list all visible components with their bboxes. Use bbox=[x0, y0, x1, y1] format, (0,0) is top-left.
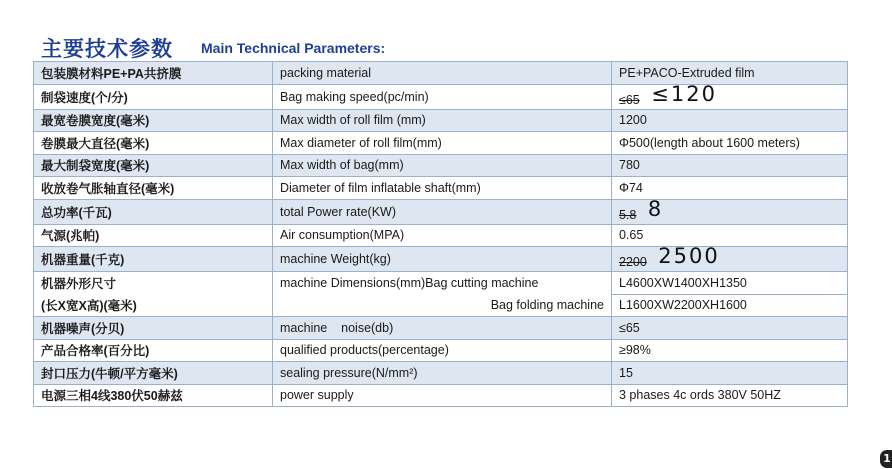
table-row bbox=[34, 272, 848, 295]
table-row bbox=[34, 384, 848, 407]
param-name-en: Max diameter of roll film(mm) bbox=[273, 132, 612, 155]
param-name-zh: 机器外形尺寸 bbox=[34, 272, 273, 295]
param-value: L4600XW1400XH1350 bbox=[612, 272, 848, 295]
param-name-en: Bag making speed(pc/min) bbox=[273, 84, 612, 109]
param-value: PE+PACO-Extruded film bbox=[612, 62, 848, 85]
page-number-badge: 1 bbox=[880, 450, 892, 468]
spec-table bbox=[33, 61, 848, 407]
table-row bbox=[34, 177, 848, 200]
param-name-zh: 机器噪声(分贝) bbox=[34, 317, 273, 340]
param-name-en: machine Dimensions(mm)Bag cutting machine bbox=[273, 272, 612, 295]
param-value-struck: ≤65 bbox=[619, 92, 640, 107]
param-name-zh: 气源(兆帕) bbox=[34, 224, 273, 247]
handwritten-value: ≤120 bbox=[651, 84, 717, 106]
param-name-en: total Power rate(KW) bbox=[273, 199, 612, 224]
param-value-cell bbox=[612, 84, 848, 109]
param-value-cell bbox=[612, 247, 848, 272]
param-name-en: Bag folding machine bbox=[273, 294, 612, 317]
param-value: 0.65 bbox=[612, 224, 848, 247]
param-value: 3 phases 4c ords 380V 50HZ bbox=[612, 384, 848, 407]
param-value-struck: 5.8 bbox=[619, 207, 637, 222]
param-value: 780 bbox=[612, 154, 848, 177]
param-value: L1600XW2200XH1600 bbox=[612, 294, 848, 317]
param-name-en: packing material bbox=[273, 62, 612, 85]
table-row bbox=[34, 339, 848, 362]
param-name-zh: 总功率(千瓦) bbox=[34, 199, 273, 224]
param-name-en: Max width of bag(mm) bbox=[273, 154, 612, 177]
param-value: ≥98% bbox=[612, 339, 848, 362]
param-name-zh: 制袋速度(个/分) bbox=[34, 84, 273, 109]
param-value-cell bbox=[612, 199, 848, 224]
param-value: Φ500(length about 1600 meters) bbox=[612, 132, 848, 155]
param-name-en: Diameter of film inflatable shaft(mm) bbox=[273, 177, 612, 200]
param-name-en: Max width of roll film (mm) bbox=[273, 109, 612, 132]
param-value: Φ74 bbox=[612, 177, 848, 200]
param-name-en: Air consumption(MPA) bbox=[273, 224, 612, 247]
table-row bbox=[34, 294, 848, 317]
param-name-en: qualified products(percentage) bbox=[273, 339, 612, 362]
param-name-zh: 产品合格率(百分比) bbox=[34, 339, 273, 362]
table-row bbox=[34, 317, 848, 340]
param-value: ≤65 bbox=[612, 317, 848, 340]
param-name-zh: (长X宽X高)(毫米) bbox=[34, 294, 273, 317]
table-row bbox=[34, 154, 848, 177]
param-name-zh: 最大制袋宽度(毫米) bbox=[34, 154, 273, 177]
param-name-zh: 最宽卷膜宽度(毫米) bbox=[34, 109, 273, 132]
handwritten-value: 8 bbox=[647, 199, 664, 221]
param-name-en: power supply bbox=[273, 384, 612, 407]
param-name-en: machine noise(db) bbox=[273, 317, 612, 340]
param-name-zh: 包装膜材料PE+PA共挤膜 bbox=[34, 62, 273, 85]
table-row bbox=[34, 132, 848, 155]
param-name-zh: 收放卷气胀轴直径(毫米) bbox=[34, 177, 273, 200]
page-title-en: Main Technical Parameters: bbox=[201, 40, 386, 56]
page-title-zh: 主要技术参数 bbox=[41, 37, 173, 61]
table-row bbox=[34, 224, 848, 247]
table-row bbox=[34, 109, 848, 132]
table-row bbox=[34, 84, 848, 109]
param-name-zh: 卷膜最大直径(毫米) bbox=[34, 132, 273, 155]
table-row bbox=[34, 362, 848, 385]
table-row bbox=[34, 199, 848, 224]
handwritten-value: 2500 bbox=[658, 246, 720, 268]
table-row bbox=[34, 247, 848, 272]
param-name-zh: 封口压力(牛顿/平方毫米) bbox=[34, 362, 273, 385]
param-name-en: machine Weight(kg) bbox=[273, 247, 612, 272]
param-name-en: sealing pressure(N/mm²) bbox=[273, 362, 612, 385]
table-row bbox=[34, 62, 848, 85]
param-name-zh: 机器重量(千克) bbox=[34, 247, 273, 272]
param-value: 1200 bbox=[612, 109, 848, 132]
param-name-zh: 电源三相4线380伏50赫兹 bbox=[34, 384, 273, 407]
param-value-struck: 2200 bbox=[619, 255, 647, 269]
param-value: 15 bbox=[612, 362, 848, 385]
